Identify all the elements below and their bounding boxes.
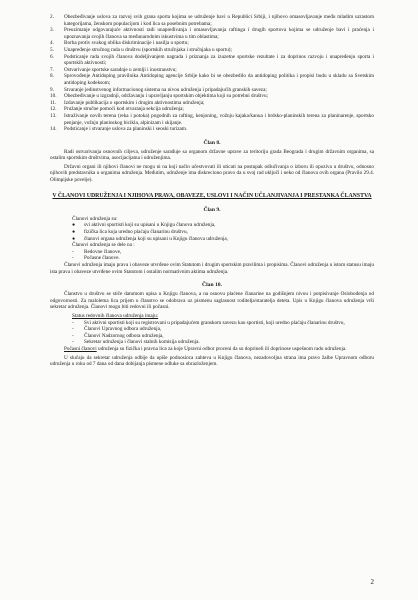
list-item-text: Istraživanje novih terena (reka i potoka) pogodnih za rafting, kenjoning, vožnju kajaka/kanua i brdsko-planinskih terena za planinarenje, sportsko penjanje, vožnju planinskog bicikla, alpinizam i skijanje. [64,112,374,126]
article-9-intro: Članovi udruženja su: [72,215,118,222]
list-item-text: Obezbeđivanje u izgradnji, održavanju i upravljanju sportskim objektima koji su potrebni društvu; [64,93,268,100]
regular-status-title: Status redovnih članova udruženja imaju: [72,312,159,319]
honorary-members-paragraph [50,346,374,353]
list-item-number: 13. [50,112,57,119]
list-item [50,14,374,27]
article-8-title: Član 8. [203,139,221,146]
list-item-number: 2. [50,14,54,20]
list-item [50,93,374,100]
list-item: - Svi aktivni sportisti koji su registrovani u pripadajućem granskom savezu kao sportisti, koji uredno plaćaju članarinu društvu, [72,319,345,326]
list-item-text: Borba protiv svakog oblika diskriminacije i nasilja u sportu; [64,40,189,47]
article-9-title: Član 9. [203,206,221,213]
list-item-text: Obezbeđivanje uslova za razvoj svih grana sporta kojima se udruženje bavi u Republici Srbiji, i njihovo omasovljavanje među mladim uzrastom kategorijama, ženskom populacijom i kod lica sa posebnim potrebama; [64,14,374,27]
member-division-intro: Članovi udruženja se dele na : [72,242,135,249]
article-8-paragraph-2: Državni organi ili njihovi članovi ne mogu ni na koji način učestvovati ili uticati na postupak odlučivanja o izboru ili opoziva u društvu, odnosno njihovih predstavnika u organima udruženja. Međutim, udruženje ima diskreciono pravo da u svoj rad uključi i neko od članova ovih organa (Pravilo 29.4. Olimpijske povelje). [50,163,374,184]
list-item [50,87,374,94]
list-item [50,100,374,107]
list-item [50,40,374,47]
regular-status-list [50,320,374,346]
list-item [50,126,374,133]
list-item: ● svi aktivni sportisti koji su upisani u Knjigu članova udruženja, [72,222,216,229]
list-item-number: 12. [50,106,57,113]
article-10-paragraph-last: U slučaju da sekretar udruženja odbije da upiše podnosioca zahteva u Knjigu članova, nezadovoljna strana ima pravo žalbe Upravnom odboru udruženja u roku od 7 dana od dana dobijanja pismene odluke sa obrazloženjem. [50,354,374,368]
member-types-list [50,249,374,262]
list-item-number: 6. [50,53,54,60]
list-item-text: Unapređenje stručnog rada u društvu (sportskih stručnjaka i stručnjaka u sportu); [64,46,232,53]
list-item-number: 5. [50,46,54,53]
list-item-text: Podsticanje i stvaranje uslova za planinski i seoski turizam. [64,126,188,133]
list-item-text: Preuzimanje odgovarajuće aktivnosti radi unapređivanja i omasovljavanja raftinga i drugih sportova kojima se udruženje bavi i praćenja i upoznavanja svojih članova sa međunarodnim iskustvima u tim oblastima; [64,27,374,40]
honorary-members-term: Počasni članovi [64,345,97,352]
list-item-number: 7. [50,66,54,73]
list-item-number: 14. [50,126,57,133]
list-item: - Članovi Upravnog odbora udruženja, [72,326,162,333]
list-item-number: 3. [50,27,54,34]
list-item-text: Podsticanje rada svojih članova dodeljivanjem nagrada i priznanja za izuzetne sportske rezultate i za doprinos razvoju i unapređenju sporta i sportskih aktivnosti; [64,53,374,67]
list-item: - Članovi Nadzornog odbora udruženja, [72,332,164,339]
list-item: - Redovne članove, [72,248,122,255]
article-9-paragraph: Članovi udruženja imaju prava i obaveze utvrđene ovim Statutom i drugim sportskim pravilima i propisima. Članovi udruženja u istom statusu imaju ista prava i obaveze utvrđene ovim Statutom i ostalim normativnim aktima udruženja. [50,262,374,275]
list-item: - Počasne članove. [72,255,120,262]
list-item-text: Stvaranje jedinstvenog informacionog sistema na nivou udruženja i pripadajućih granskih saveza; [64,86,267,93]
list-item: ● članovi organa udruženja koji su upisani u Knjigu članova udruženja, [72,235,228,242]
page-number: 2 [370,578,374,586]
list-item [50,54,374,67]
list-item [50,106,374,113]
list-item-text: Izdavanje publikacija o sportskim i drugim aktivnostima udruženja; [64,99,205,106]
article-10-paragraph-1: Članstvo u društvu se stiče datumom upisa u Knjigu članova, a na osnovu plaćene članarine na godišnjem nivou i potpisivanje Oslobođenja od odgovornosti. Za maloletna lica prijem u članstvo se odobrava uz pismenu saglasnost roditelja/staratelja deteta. Upis u Knjigu članova udruženja vrši sekretar udruženja. Članovi mogu biti redovni ili počasni. [50,291,374,311]
member-categories-list [50,222,374,242]
list-item-text: Sprovođenje Antidoping pravilnika Antidoping agencije Srbije kako bi se obezbedilo da antidoping politika i propisi budu u skladu sa Svetskim antidoping kodeksom; [64,73,374,86]
list-item [50,67,374,74]
section-heading: V ČLANOVI UDRUŽENJA I NJIHOVA PRAVA, OBAVEZE, USLOVI I NAČIN UČLANJIVANJA I PRESTANKA ČLANSTVA [52,192,372,199]
list-item [50,73,374,86]
list-item-number: 4. [50,40,54,47]
list-item-number: 9. [50,86,54,93]
goals-list [50,14,374,133]
honorary-members-text: udruženja su fizička i pravna lica za koje Upravni odbor proceni da su doprineli ili doprinose uspešnom radu udruženja. [96,345,347,352]
list-item [50,113,374,126]
list-item-text: Ostvarivanje sportske saradnje u zemlji i inostranstvu; [64,66,177,73]
list-item: - Sekretar udruženja i članovi stalnih komisija udruženja. [72,339,200,346]
article-10-title: Član 10. [202,282,222,289]
article-8-paragraph-1: Radi ostvarivanja osnovnih ciljeva, udruženje sarađuje sa organom državne uprave za teritoriju grada Beograda i drugim državnim organima, sa ostalim sportskim društvima, asocijacijama i udruženjima. [50,148,374,162]
list-item-text: Pružanje stručne pomoći kod otvaranja sekcija udruženja; [64,106,184,113]
list-item [50,47,374,54]
list-item [50,27,374,40]
list-item-number: 8. [50,73,54,80]
list-item-number: 11. [50,99,57,106]
list-item: ● fizička lica koja uredno plaćaju članarinu društvu, [72,229,188,236]
list-item-number: 10. [50,93,57,100]
